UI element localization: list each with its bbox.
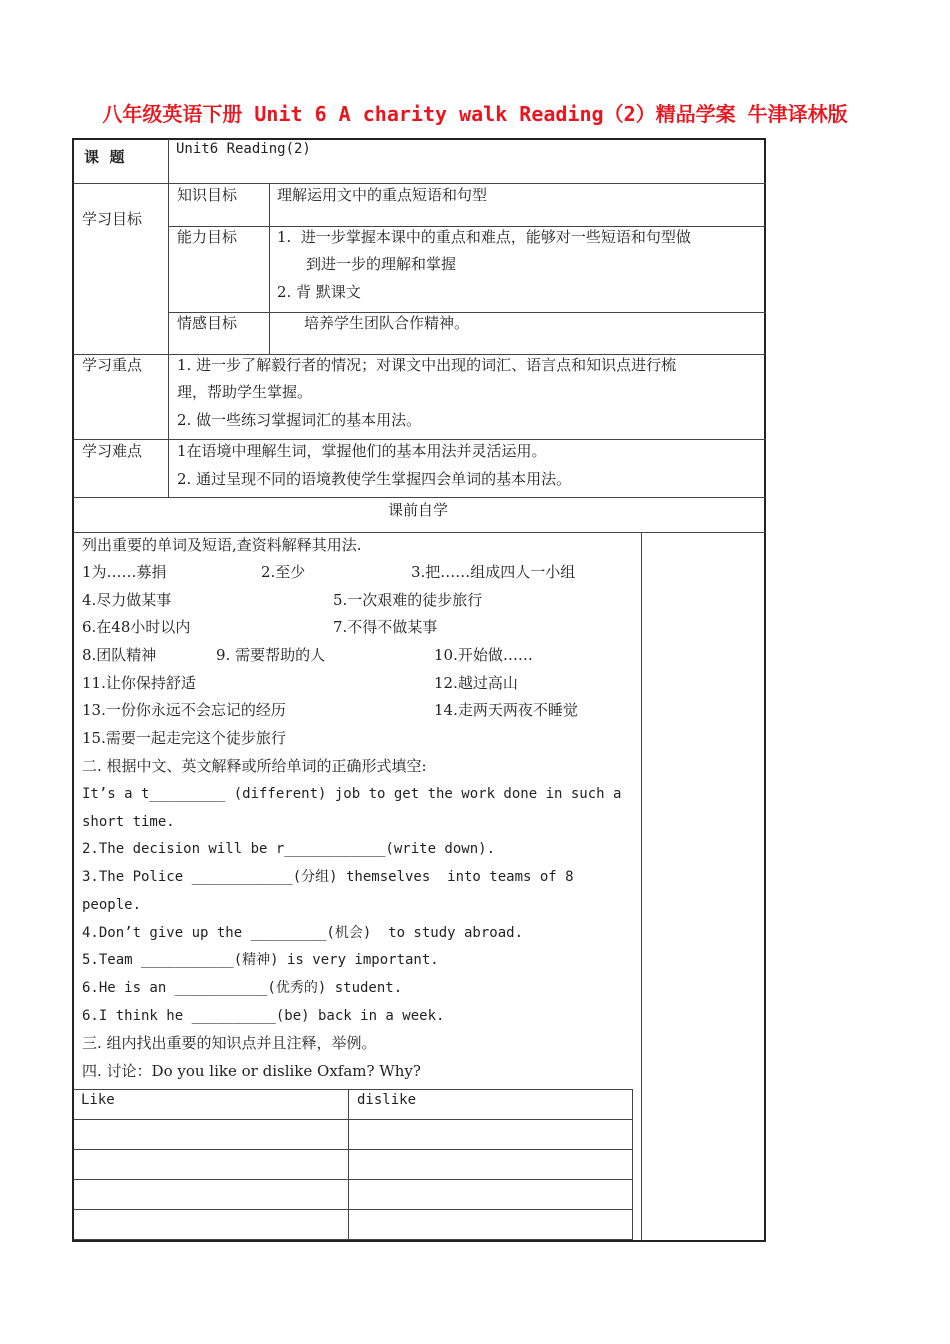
key-points-line1: 1. 进一步了解毅行者的情况；对课文中出现的词汇、语言点和知识点进行梳 [177, 356, 677, 374]
objectives-label: 学习目标 [82, 210, 143, 228]
column-divider [168, 139, 169, 497]
document-title: 八年级英语下册 Unit 6 A charity walk Reading（2）精品学案 牛津译林版 [102, 102, 848, 126]
exercise-line: It’s a t_________ (different) job to get the work done in such a [82, 786, 622, 802]
column-divider [269, 183, 270, 354]
row-divider [73, 439, 766, 440]
topic-label: 课 题 [84, 148, 125, 166]
difficulties-line1: 1在语境中理解生词，掌握他们的基本用法并灵活运用。 [177, 442, 547, 460]
vocab-item: 6.在48小时以内 [82, 618, 191, 636]
exercise-line: 6.He is an ___________(优秀的) student. [82, 980, 403, 996]
vocab-item: 12.越过高山 [434, 674, 518, 692]
row-divider [73, 497, 766, 498]
discussion-row-line [73, 1119, 632, 1120]
exercise-line: 6.I think he __________(be) back in a week. [82, 1008, 445, 1024]
topic-value: Unit6 Reading(2) [176, 141, 311, 157]
section3-text: 三. 组内找出重要的知识点并且注释，举例。 [82, 1034, 377, 1052]
key-points-label: 学习重点 [82, 356, 143, 374]
discussion-row-line [73, 1089, 632, 1090]
emotion-text: 培养学生团队合作精神。 [304, 314, 470, 332]
vocab-item: 3.把……组成四人一小组 [411, 563, 576, 581]
difficulties-label: 学习难点 [82, 442, 143, 460]
row-divider [73, 532, 766, 533]
discussion-column-line [348, 1089, 349, 1240]
ability-label: 能力目标 [177, 228, 238, 246]
section4-text: 四. 讨论：Do you like or dislike Oxfam? Why? [82, 1062, 421, 1080]
column-divider [641, 532, 642, 1241]
exercise-line: 4.Don’t give up the _________(机会) to study abroad. [82, 925, 524, 941]
vocab-item: 8.团队精神 [82, 646, 157, 664]
discussion-row-line [73, 1239, 632, 1240]
discussion-row-line [73, 1179, 632, 1180]
knowledge-label: 知识目标 [177, 186, 238, 204]
exercise-line: 2.The decision will be r____________(write down). [82, 841, 496, 857]
vocab-item: 2.至少 [261, 563, 306, 581]
exercise-line: 5.Team ___________(精神) is very important. [82, 952, 439, 968]
vocab-item: 1为……募捐 [82, 563, 167, 581]
preview-header: 课前自学 [388, 501, 449, 519]
vocab-item: 4.尽力做某事 [82, 591, 172, 609]
exercise-line: short time. [82, 814, 175, 830]
vocab-item: 13.一份你永远不会忘记的经历 [82, 701, 286, 719]
like-header: Like [81, 1092, 115, 1108]
discussion-column-line [632, 1089, 633, 1240]
vocab-intro: 列出重要的单词及短语,查资料解释其用法. [82, 536, 362, 554]
dislike-header: dislike [357, 1092, 417, 1108]
discussion-row-line [73, 1149, 632, 1150]
key-points-line2: 理，帮助学生掌握。 [177, 383, 313, 401]
vocab-item: 5.一次艰难的徒步旅行 [333, 591, 483, 609]
ability-line2: 到进一步的理解和掌握 [306, 255, 457, 273]
ability-line1: 1. 进一步掌握本课中的重点和难点，能够对一些短语和句型做 [277, 228, 691, 246]
vocab-item: 14.走两天两夜不睡觉 [434, 701, 578, 719]
vocab-item: 15.需要一起走完这个徒步旅行 [82, 729, 286, 747]
vocab-item: 10.开始做…… [434, 646, 533, 664]
row-divider [73, 183, 766, 184]
emotion-label: 情感目标 [177, 314, 238, 332]
difficulties-line2: 2. 通过呈现不同的语境教使学生掌握四会单词的基本用法。 [177, 470, 572, 488]
fill-blank-heading: 二. 根据中文、英文解释或所给单词的正确形式填空: [82, 757, 427, 775]
exercise-line: people. [82, 897, 142, 913]
knowledge-text: 理解运用文中的重点短语和句型 [277, 186, 488, 204]
exercise-line: 3.The Police ____________(分组) themselves into teams of 8 [82, 869, 574, 885]
vocab-item: 11.让你保持舒适 [82, 674, 196, 692]
discussion-row-line [73, 1209, 632, 1210]
ability-line3: 2. 背 默课文 [277, 283, 361, 301]
vocab-item: 7.不得不做某事 [333, 618, 438, 636]
vocab-item: 9. 需要帮助的人 [216, 646, 326, 664]
key-points-line3: 2. 做一些练习掌握词汇的基本用法。 [177, 411, 422, 429]
